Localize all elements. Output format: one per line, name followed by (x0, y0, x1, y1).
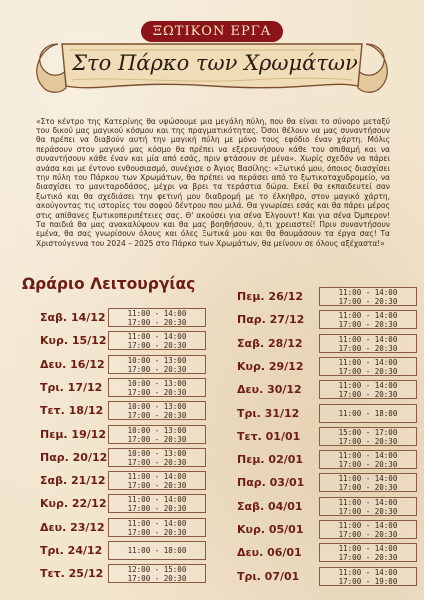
hours-box (319, 473, 417, 492)
time-slot: 11:00 - 14:00 (127, 332, 187, 342)
hours-box (108, 378, 206, 397)
time-slot: 17:00 - 20:30 (338, 320, 398, 330)
time-slot: 10:00 - 13:00 (127, 425, 187, 435)
hours-box (108, 564, 206, 583)
day-label: Σαβ. 14/12 (40, 311, 106, 324)
schedule-row (237, 543, 417, 562)
hours-box (319, 310, 417, 329)
header-banner (0, 0, 424, 110)
schedule-row (237, 334, 417, 353)
time-slot: 11:00 - 14:00 (338, 544, 398, 554)
day-label: Παρ. 03/01 (237, 476, 305, 490)
time-slot: 17:00 - 20:30 (127, 341, 187, 351)
hours-box (108, 494, 206, 513)
day-label: Σαβ. 28/12 (237, 336, 303, 350)
day-label: Δευ. 16/12 (40, 357, 105, 371)
hours-box (108, 401, 206, 420)
time-slot: 10:00 - 13:00 (127, 448, 187, 458)
time-slot: 17:00 - 20:30 (127, 481, 187, 491)
schedule-row (40, 494, 206, 513)
day-label: Πεμ. 19/12 (40, 427, 107, 441)
hours-box (319, 427, 417, 446)
day-label: Τρι. 31/12 (237, 406, 300, 420)
time-slot: 17:00 - 19:00 (338, 576, 398, 586)
schedule-row (40, 448, 206, 467)
hours-box (319, 543, 417, 562)
hours-box (319, 380, 417, 399)
schedule-row (40, 355, 206, 374)
schedule-row (237, 380, 417, 399)
time-slot: 11:00 - 14:00 (338, 451, 398, 461)
schedule-row (237, 404, 417, 423)
time-slot: 17:00 - 20:30 (338, 343, 398, 353)
hours-box (319, 497, 417, 516)
hours-box (319, 357, 417, 376)
time-slot: 17:00 - 20:30 (127, 434, 187, 444)
schedule-row (237, 357, 417, 376)
schedule-row (40, 401, 206, 420)
day-label: Τρι. 24/12 (40, 544, 103, 557)
time-slot: 17:00 - 20:30 (127, 387, 187, 397)
hours-box (108, 541, 206, 560)
day-label: Παρ. 20/12 (40, 450, 108, 464)
time-slot: 11:00 - 14:00 (338, 288, 398, 297)
day-label: Παρ. 27/12 (237, 313, 305, 327)
schedule-row (237, 473, 417, 492)
schedule-row (40, 471, 206, 490)
hours-box (319, 450, 417, 469)
hours-box (319, 404, 417, 423)
hours-box (319, 287, 417, 306)
time-slot: 17:00 - 20:30 (338, 297, 398, 306)
schedule-row (237, 450, 417, 469)
hours-box (319, 567, 417, 586)
schedule-row (40, 541, 206, 560)
brand-label: ΞΩΤΙΚΟΝ ΕΡΓΑ (152, 24, 272, 39)
time-slot: 11:00 - 14:00 (127, 472, 187, 482)
day-label: Τρι. 07/01 (237, 569, 300, 583)
hours-box (108, 331, 206, 350)
time-slot: 11:00 - 14:00 (338, 334, 398, 344)
time-slot: 17:00 - 20:30 (127, 318, 187, 327)
schedule-row (40, 425, 206, 444)
time-slot: 17:00 - 20:30 (338, 460, 398, 470)
schedule-row (40, 564, 206, 583)
day-label: Κυρ. 15/12 (40, 334, 107, 348)
hours-box (319, 334, 417, 353)
hours-box (108, 308, 206, 327)
day-label: Δευ. 06/01 (237, 546, 302, 560)
time-slot: 11:00 - 14:00 (338, 567, 398, 577)
time-slot: 17:00 - 20:30 (127, 364, 187, 374)
time-slot: 11:00 - 14:00 (338, 311, 398, 321)
page-title: Στο Πάρκο των Χρωμάτων (72, 51, 358, 75)
time-slot: 11:00 - 14:00 (127, 518, 187, 528)
day-label: Σαβ. 21/12 (40, 474, 106, 488)
day-label: Σαβ. 04/01 (237, 499, 303, 513)
time-slot: 11:00 - 14:00 (338, 357, 398, 367)
hours-box (108, 448, 206, 467)
time-slot: 11:00 - 14:00 (127, 309, 187, 318)
day-label: Κυρ. 05/01 (237, 523, 304, 536)
time-slot: 17:00 - 20:30 (127, 411, 187, 421)
schedule-row (237, 427, 417, 446)
day-label: Τετ. 18/12 (40, 404, 104, 418)
hours-box (108, 355, 206, 374)
time-slot: 11:00 - 14:00 (338, 497, 398, 507)
schedule-heading: Ωράριο Λειτουργίας (22, 275, 196, 293)
time-slot: 17:00 - 20:30 (127, 504, 187, 514)
time-slot: 17:00 - 20:30 (338, 506, 398, 516)
day-label: Τετ. 01/01 (237, 429, 301, 443)
schedule-row (237, 310, 417, 329)
time-slot: 11:00 - 18:00 (127, 546, 187, 555)
schedule-row (40, 378, 206, 397)
time-slot: 11:00 - 14:00 (338, 521, 398, 530)
day-label: Πεμ. 02/01 (237, 453, 304, 467)
time-slot: 15:00 - 17:00 (338, 427, 398, 437)
schedule-row (237, 497, 417, 516)
day-label: Κυρ. 22/12 (40, 497, 107, 511)
time-slot: 17:00 - 20:30 (338, 366, 398, 376)
time-slot: 17:00 - 20:30 (338, 436, 398, 446)
time-slot: 11:00 - 14:00 (338, 381, 398, 391)
time-slot: 11:00 - 14:00 (338, 474, 398, 484)
schedule-row (40, 518, 206, 537)
time-slot: 17:00 - 20:30 (127, 457, 187, 467)
time-slot: 10:00 - 13:00 (127, 378, 187, 388)
day-label: Δευ. 23/12 (40, 520, 105, 534)
schedule-row (237, 287, 417, 306)
time-slot: 11:00 - 18:00 (338, 408, 398, 418)
day-label: Τρι. 17/12 (40, 380, 103, 394)
schedule-row (40, 308, 206, 327)
time-slot: 17:00 - 20:30 (338, 553, 398, 563)
hours-box (108, 471, 206, 490)
time-slot: 10:00 - 13:00 (127, 402, 187, 412)
day-label: Τετ. 25/12 (40, 567, 104, 581)
time-slot: 17:00 - 20:30 (127, 574, 187, 584)
day-label: Δευ. 30/12 (237, 383, 302, 397)
time-slot: 12:00 - 15:00 (127, 565, 187, 575)
time-slot: 17:00 - 20:30 (127, 527, 187, 537)
time-slot: 17:00 - 20:30 (338, 390, 398, 400)
hours-box (319, 520, 417, 539)
hours-box (108, 518, 206, 537)
brand-badge (141, 21, 283, 42)
schedule-row (237, 567, 417, 586)
time-slot: 17:00 - 20:30 (338, 483, 398, 493)
time-slot: 11:00 - 14:00 (127, 495, 187, 505)
day-label: Κυρ. 29/12 (237, 359, 304, 373)
hours-box (108, 425, 206, 444)
time-slot: 17:00 - 20:30 (338, 530, 398, 539)
day-label: Πεμ. 26/12 (237, 290, 304, 303)
schedule-row (40, 331, 206, 350)
intro-paragraph: «Στο κέντρο της Κατερίνης θα υψώσουμε μια μεγάλη πύλη, που θα είναι το σύνορο μεταξύ του δικού μας μαγικού κόσμου και της πραγματικότητας. Όσοι θέλουν να μας συναντήσουν θα πρέπει να διαβούν αυτή την μαγική πύλη με μόνο τους εφόδιο έναν χάρτη. Μόλις περάσουν στον μαγικό μας κόσμο θα πρέπει να εξερευνήσουν κάθε του σπιθαμή και να συναντήσουν κάθε έναν και μία από εσάς, πριν φτάσουν σε μένα». Χωρίς σχεδόν να πάρει ανάσα και με έντονο ενθουσιασμό, συνέχισε ο Άγιος Βασίλης: «Ξωτικό μου, όποιος διασχίσει την πύλη του Πάρκου των Χρωμάτων, θα πρέπει να περάσει από το ξωτικοταχυδρομείο, να διασχίσει το μανιταροδάσος, μέχρι να βρει τα τεράστια δώρα. Εκεί θα εκπαιδευτεί σαν ξωτικό και θα σχεδιάσει την φετινή μου διαδρομή με το έλκηθρο, στον μαγικό χάρτη, ακούγοντας τις ιστορίες του σοφού δέντρου που μιλά. Θα γνωρίσει εσάς και θα πάρει μέρος στις απίθανες ξωτικοπεριπέτειες σας. Θ' ακούσει για σένα Έλγουντ! Και για σένα Όμπερον! Τα παιδιά θα μας ανακαλύψουν και θα μας βοηθήσουν, ό,τι χρειαστεί! Πριν συναντήσουν εμένα, θα σας γνωρίσουν όλους και όλες Ξωτικά μου και θα θαυμάσουν τα έργα σας! Τα Χριστούγεννα του 2024 – 2025 στο Πάρκο των Χρωμάτων, θα μείνουν σε όλους αξέχαστα!» (36, 116, 390, 248)
schedule-row (237, 520, 417, 539)
time-slot: 10:00 - 13:00 (127, 355, 187, 365)
